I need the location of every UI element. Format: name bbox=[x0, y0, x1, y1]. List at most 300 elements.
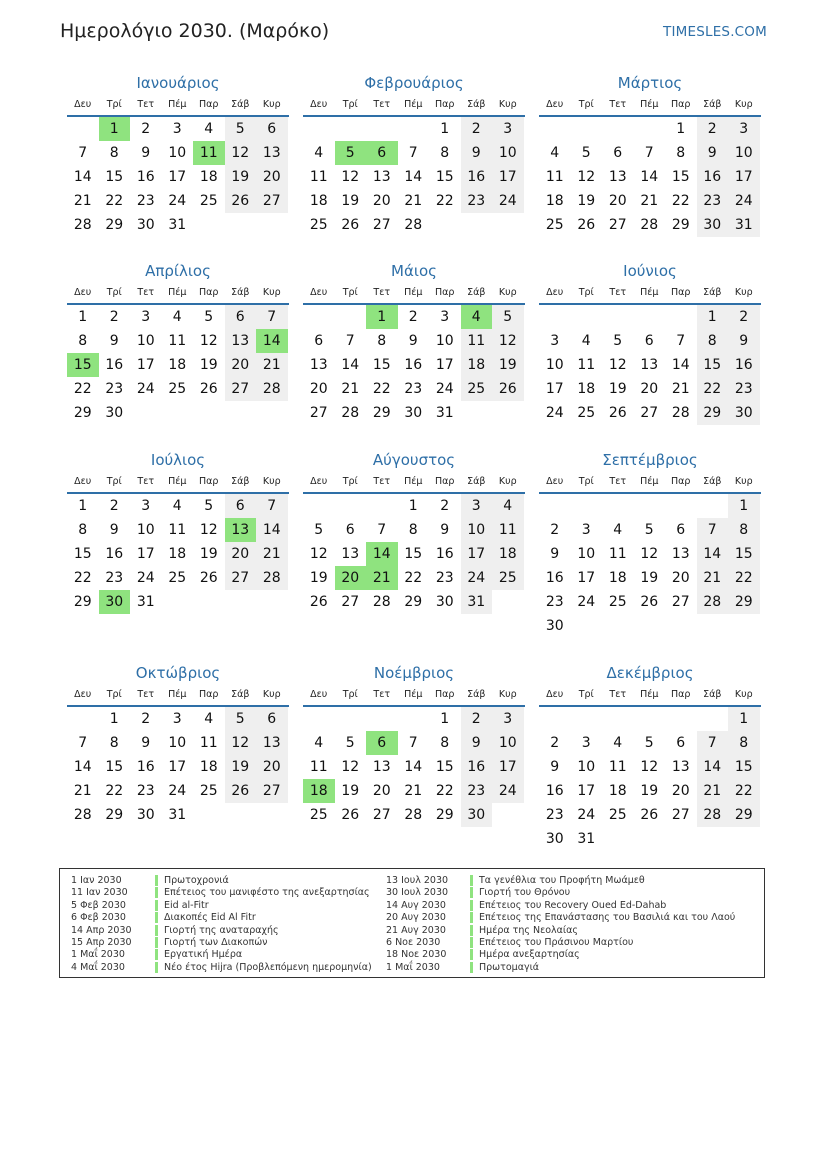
weekday-label: Δευ bbox=[546, 476, 564, 487]
calendar-day: 22 bbox=[435, 783, 454, 799]
holiday-date: 6 Φεβ 2030 bbox=[71, 912, 126, 924]
weekday-label: Τετ bbox=[609, 287, 627, 298]
calendar-day: 15 bbox=[372, 357, 391, 373]
empty-day bbox=[335, 305, 367, 329]
weekday-label: Πέμ bbox=[168, 287, 187, 298]
calendar-day: 5 bbox=[613, 333, 623, 349]
calendar-day: 26 bbox=[608, 405, 627, 421]
calendar-day: 26 bbox=[341, 217, 360, 233]
calendar-day: 18 bbox=[199, 759, 218, 775]
calendar-day: 12 bbox=[199, 522, 218, 538]
weekday-label: Τετ bbox=[609, 689, 627, 700]
calendar-day: 13 bbox=[341, 546, 360, 562]
calendar-day: 29 bbox=[372, 405, 391, 421]
calendar-day: 30 bbox=[136, 807, 155, 823]
calendar-day: 10 bbox=[492, 731, 524, 755]
month-name: Φεβρουάριος bbox=[364, 74, 464, 92]
month-block bbox=[539, 662, 761, 851]
calendar-day: 13 bbox=[671, 546, 690, 562]
calendar-day: 21 bbox=[256, 353, 288, 377]
calendar-day: 7 bbox=[256, 494, 288, 518]
weekday-label: Σάβ bbox=[231, 476, 250, 487]
calendar-day: 3 bbox=[141, 309, 151, 325]
calendar-day: 23 bbox=[697, 189, 729, 213]
calendar-day: 17 bbox=[136, 357, 155, 373]
holiday-date: 5 Φεβ 2030 bbox=[71, 899, 126, 911]
holiday-name: Γιορτή της αναταραχής bbox=[155, 925, 279, 936]
holiday-name: Επέτειος του Πράσινου Μαρτίου bbox=[470, 937, 633, 948]
calendar-day: 23 bbox=[435, 570, 454, 586]
calendar-day: 24 bbox=[492, 779, 524, 803]
calendar-day: 10 bbox=[461, 518, 493, 542]
calendar-day: 3 bbox=[581, 522, 591, 538]
calendar-day: 31 bbox=[461, 590, 493, 614]
month-name: Ιανουάριος bbox=[136, 74, 220, 92]
calendar-day: 5 bbox=[335, 141, 367, 165]
holiday-date: 21 Αυγ 2030 bbox=[386, 924, 446, 936]
calendar-day: 7 bbox=[78, 145, 88, 161]
calendar-day: 16 bbox=[545, 783, 564, 799]
calendar-day: 30 bbox=[404, 405, 423, 421]
empty-day bbox=[571, 707, 603, 731]
calendar-day: 8 bbox=[408, 522, 418, 538]
holiday-date: 18 Νοε 2030 bbox=[386, 949, 447, 961]
calendar-day: 14 bbox=[404, 169, 423, 185]
calendar-day: 22 bbox=[73, 570, 92, 586]
calendar-day: 20 bbox=[225, 353, 257, 377]
weekday-header bbox=[303, 473, 525, 494]
calendar-day: 25 bbox=[608, 594, 627, 610]
calendar-day: 18 bbox=[309, 193, 328, 209]
calendar-day: 24 bbox=[136, 570, 155, 586]
month-name: Απρίλιος bbox=[145, 262, 211, 280]
calendar-day: 20 bbox=[671, 783, 690, 799]
holiday-name: Γιορτή των Διακοπών bbox=[155, 937, 267, 948]
holiday-date: 15 Απρ 2030 bbox=[71, 936, 132, 948]
calendar-day: 20 bbox=[372, 783, 391, 799]
calendar-day: 27 bbox=[671, 594, 690, 610]
weekday-label: Δευ bbox=[74, 287, 92, 298]
weekday-label: Πέμ bbox=[404, 476, 423, 487]
calendar-day: 14 bbox=[404, 759, 423, 775]
calendar-day: 1 bbox=[440, 711, 450, 727]
calendar-day: 10 bbox=[435, 333, 454, 349]
month-block bbox=[303, 449, 525, 614]
day-grid bbox=[67, 707, 289, 827]
calendar-day: 24 bbox=[168, 783, 187, 799]
calendar-day: 17 bbox=[545, 381, 564, 397]
calendar-day: 9 bbox=[550, 759, 560, 775]
calendar-day: 26 bbox=[225, 779, 257, 803]
calendar-day: 2 bbox=[697, 117, 729, 141]
calendar-day: 9 bbox=[408, 333, 418, 349]
calendar-day: 12 bbox=[225, 731, 257, 755]
weekday-label: Κυρ bbox=[734, 689, 753, 700]
weekday-header bbox=[67, 473, 289, 494]
calendar-day: 9 bbox=[461, 141, 493, 165]
calendar-day: 21 bbox=[341, 381, 360, 397]
empty-day bbox=[539, 305, 571, 329]
calendar-day: 27 bbox=[671, 807, 690, 823]
calendar-day: 10 bbox=[492, 141, 524, 165]
calendar-day: 5 bbox=[345, 735, 355, 751]
calendar-day: 16 bbox=[105, 546, 124, 562]
empty-day bbox=[303, 494, 335, 518]
calendar-day: 21 bbox=[671, 381, 690, 397]
calendar-day: 24 bbox=[461, 566, 493, 590]
calendar-day: 18 bbox=[608, 783, 627, 799]
weekday-label: Τετ bbox=[373, 287, 391, 298]
weekday-label: Δευ bbox=[310, 99, 328, 110]
calendar-day: 22 bbox=[728, 566, 760, 590]
empty-day bbox=[335, 494, 367, 518]
calendar-day: 25 bbox=[492, 566, 524, 590]
calendar-day: 10 bbox=[545, 357, 564, 373]
holiday-name: Τα γενέθλια του Προφήτη Μωάμεθ bbox=[470, 875, 645, 886]
calendar-day: 24 bbox=[435, 381, 454, 397]
weekday-label: Πέμ bbox=[404, 689, 423, 700]
weekday-label: Δευ bbox=[546, 689, 564, 700]
calendar-day: 17 bbox=[168, 759, 187, 775]
calendar-day: 23 bbox=[545, 807, 564, 823]
calendar-day: 15 bbox=[671, 169, 690, 185]
holiday-name: Πρωτοχρονιά bbox=[155, 875, 229, 886]
weekday-label: Δευ bbox=[74, 476, 92, 487]
calendar-day: 19 bbox=[640, 783, 659, 799]
calendar-day: 8 bbox=[78, 333, 88, 349]
day-grid bbox=[539, 117, 761, 237]
calendar-day: 28 bbox=[372, 594, 391, 610]
calendar-day: 27 bbox=[225, 566, 257, 590]
calendar-day: 29 bbox=[105, 217, 124, 233]
calendar-day: 16 bbox=[136, 759, 155, 775]
empty-day bbox=[697, 707, 729, 731]
calendar-day: 3 bbox=[492, 117, 524, 141]
calendar-day: 23 bbox=[461, 189, 493, 213]
calendar-day: 12 bbox=[640, 546, 659, 562]
weekday-label: Πέμ bbox=[640, 689, 659, 700]
month-name: Οκτώβριος bbox=[135, 664, 221, 682]
calendar-day: 30 bbox=[99, 590, 131, 614]
calendar-day: 22 bbox=[435, 193, 454, 209]
calendar-day: 3 bbox=[550, 333, 560, 349]
calendar-day: 2 bbox=[550, 735, 560, 751]
month-block bbox=[67, 662, 289, 827]
calendar-day: 6 bbox=[676, 735, 686, 751]
calendar-day: 10 bbox=[168, 145, 187, 161]
weekday-label: Σάβ bbox=[467, 476, 486, 487]
calendar-day: 7 bbox=[697, 731, 729, 755]
calendar-day: 18 bbox=[303, 779, 335, 803]
weekday-label: Παρ bbox=[435, 476, 455, 487]
calendar-day: 23 bbox=[105, 570, 124, 586]
calendar-day: 22 bbox=[697, 377, 729, 401]
calendar-day: 24 bbox=[545, 405, 564, 421]
weekday-label: Δευ bbox=[546, 287, 564, 298]
calendar-day: 26 bbox=[199, 381, 218, 397]
empty-day bbox=[335, 117, 367, 141]
calendar-day: 7 bbox=[377, 522, 387, 538]
calendar-day: 20 bbox=[256, 165, 288, 189]
weekday-label: Δευ bbox=[310, 689, 328, 700]
empty-day bbox=[539, 707, 571, 731]
month-block bbox=[539, 260, 761, 425]
weekday-label: Δευ bbox=[74, 689, 92, 700]
calendar-day: 26 bbox=[577, 217, 596, 233]
calendar-day: 6 bbox=[314, 333, 324, 349]
month-name: Ιούνιος bbox=[623, 262, 677, 280]
calendar-day: 11 bbox=[577, 357, 596, 373]
calendar-day: 21 bbox=[256, 542, 288, 566]
calendar-day: 13 bbox=[309, 357, 328, 373]
day-grid bbox=[303, 305, 525, 425]
weekday-label: Τρί bbox=[578, 287, 594, 298]
calendar-day: 23 bbox=[728, 377, 760, 401]
weekday-label: Παρ bbox=[671, 99, 691, 110]
calendar-day: 3 bbox=[728, 117, 760, 141]
calendar-day: 25 bbox=[168, 381, 187, 397]
calendar-day: 22 bbox=[728, 779, 760, 803]
calendar-day: 25 bbox=[309, 807, 328, 823]
day-grid bbox=[303, 494, 525, 614]
calendar-day: 17 bbox=[577, 783, 596, 799]
calendar-day: 3 bbox=[440, 309, 450, 325]
weekday-label: Τρί bbox=[106, 99, 122, 110]
calendar-day: 2 bbox=[109, 309, 119, 325]
calendar-day: 25 bbox=[608, 807, 627, 823]
calendar-day: 31 bbox=[435, 405, 454, 421]
calendar-day: 6 bbox=[225, 305, 257, 329]
calendar-day: 22 bbox=[105, 783, 124, 799]
calendar-day: 1 bbox=[408, 498, 418, 514]
weekday-label: Σάβ bbox=[467, 99, 486, 110]
calendar-day: 8 bbox=[377, 333, 387, 349]
empty-day bbox=[539, 117, 571, 141]
calendar-day: 19 bbox=[341, 193, 360, 209]
weekday-label: Τετ bbox=[373, 689, 391, 700]
calendar-day: 11 bbox=[193, 141, 225, 165]
calendar-day: 4 bbox=[172, 309, 182, 325]
calendar-day: 6 bbox=[366, 141, 398, 165]
weekday-label: Παρ bbox=[199, 99, 219, 110]
calendar-day: 1 bbox=[728, 494, 760, 518]
weekday-label: Κυρ bbox=[734, 287, 753, 298]
calendar-day: 11 bbox=[461, 329, 493, 353]
calendar-day: 16 bbox=[697, 165, 729, 189]
calendar-day: 29 bbox=[435, 807, 454, 823]
calendar-day: 25 bbox=[199, 783, 218, 799]
calendar-day: 6 bbox=[345, 522, 355, 538]
calendar-day: 1 bbox=[440, 121, 450, 137]
calendar-day: 4 bbox=[172, 498, 182, 514]
weekday-label: Παρ bbox=[671, 689, 691, 700]
calendar-day: 14 bbox=[697, 755, 729, 779]
month-block bbox=[539, 449, 761, 638]
weekday-label: Κυρ bbox=[262, 287, 281, 298]
month-name: Σεπτέμβριος bbox=[602, 451, 698, 469]
calendar-day: 9 bbox=[461, 731, 493, 755]
calendar-day: 19 bbox=[309, 570, 328, 586]
calendar-day: 13 bbox=[256, 731, 288, 755]
calendar-day: 11 bbox=[309, 169, 328, 185]
calendar-day: 7 bbox=[78, 735, 88, 751]
site-link[interactable]: TIMESLES.COM bbox=[663, 24, 767, 40]
calendar-day: 7 bbox=[697, 518, 729, 542]
calendar-day: 9 bbox=[109, 522, 119, 538]
calendar-day: 28 bbox=[640, 217, 659, 233]
holiday-name: Νέο έτος Hijra (Προβλεπόμενη ημερομηνία) bbox=[155, 962, 372, 973]
calendar-day: 14 bbox=[366, 542, 398, 566]
calendar-day: 3 bbox=[172, 711, 182, 727]
calendar-day: 27 bbox=[341, 594, 360, 610]
calendar-day: 20 bbox=[309, 381, 328, 397]
calendar-day: 28 bbox=[404, 217, 423, 233]
weekday-label: Κυρ bbox=[734, 476, 753, 487]
weekday-label: Παρ bbox=[435, 99, 455, 110]
weekday-header bbox=[303, 284, 525, 305]
calendar-day: 30 bbox=[461, 803, 493, 827]
calendar-day: 7 bbox=[256, 305, 288, 329]
calendar-day: 4 bbox=[613, 735, 623, 751]
calendar-day: 26 bbox=[199, 570, 218, 586]
empty-day bbox=[602, 305, 634, 329]
month-name: Μάρτιος bbox=[617, 74, 683, 92]
holiday-date: 1 Ιαν 2030 bbox=[71, 875, 122, 886]
calendar-day: 6 bbox=[676, 522, 686, 538]
empty-day bbox=[67, 117, 99, 141]
calendar-day: 5 bbox=[225, 707, 257, 731]
calendar-day: 19 bbox=[225, 755, 257, 779]
weekday-label: Πέμ bbox=[404, 287, 423, 298]
calendar-day: 15 bbox=[435, 169, 454, 185]
calendar-day: 29 bbox=[671, 217, 690, 233]
calendar-day: 24 bbox=[136, 381, 155, 397]
weekday-label: Παρ bbox=[199, 287, 219, 298]
calendar-day: 26 bbox=[492, 377, 524, 401]
weekday-header bbox=[539, 284, 761, 305]
weekday-label: Παρ bbox=[435, 287, 455, 298]
empty-day bbox=[665, 305, 697, 329]
calendar-day: 31 bbox=[728, 213, 760, 237]
month-block bbox=[539, 72, 761, 237]
weekday-label: Σάβ bbox=[703, 689, 722, 700]
weekday-label: Τετ bbox=[137, 287, 155, 298]
calendar-day: 29 bbox=[697, 401, 729, 425]
holiday-name: Επέτειος του Recovery Oued Ed-Dahab bbox=[470, 900, 666, 911]
empty-day bbox=[398, 707, 430, 731]
calendar-day: 9 bbox=[141, 145, 151, 161]
weekday-label: Τρί bbox=[578, 689, 594, 700]
calendar-day: 16 bbox=[545, 570, 564, 586]
weekday-label: Τετ bbox=[137, 689, 155, 700]
calendar-day: 21 bbox=[73, 783, 92, 799]
calendar-day: 5 bbox=[581, 145, 591, 161]
calendar-day: 13 bbox=[608, 169, 627, 185]
calendar-day: 24 bbox=[728, 189, 760, 213]
calendar-day: 22 bbox=[73, 381, 92, 397]
calendar-day: 17 bbox=[168, 169, 187, 185]
calendar-day: 9 bbox=[141, 735, 151, 751]
empty-day bbox=[303, 305, 335, 329]
calendar-day: 28 bbox=[697, 803, 729, 827]
calendar-day: 24 bbox=[577, 807, 596, 823]
holiday-name: Εργατική Ημέρα bbox=[155, 949, 242, 960]
calendar-day: 17 bbox=[136, 546, 155, 562]
calendar-day: 10 bbox=[728, 141, 760, 165]
weekday-label: Δευ bbox=[310, 287, 328, 298]
weekday-header bbox=[539, 686, 761, 707]
weekday-label: Κυρ bbox=[262, 689, 281, 700]
calendar-day: 14 bbox=[697, 542, 729, 566]
calendar-day: 11 bbox=[608, 546, 627, 562]
calendar-day: 25 bbox=[461, 377, 493, 401]
empty-day bbox=[571, 305, 603, 329]
calendar-day: 30 bbox=[697, 213, 729, 237]
weekday-label: Τετ bbox=[609, 99, 627, 110]
holiday-date: 13 Ιουλ 2030 bbox=[386, 875, 449, 886]
calendar-day: 10 bbox=[577, 546, 596, 562]
calendar-day: 17 bbox=[461, 542, 493, 566]
calendar-day: 2 bbox=[461, 117, 493, 141]
calendar-day: 27 bbox=[309, 405, 328, 421]
calendar-day: 4 bbox=[613, 522, 623, 538]
month-block bbox=[67, 449, 289, 614]
calendar-day: 12 bbox=[577, 169, 596, 185]
calendar-day: 6 bbox=[256, 707, 288, 731]
weekday-label: Κυρ bbox=[498, 287, 517, 298]
calendar-day: 3 bbox=[172, 121, 182, 137]
calendar-day: 16 bbox=[728, 353, 760, 377]
empty-day bbox=[634, 707, 666, 731]
calendar-day: 6 bbox=[225, 494, 257, 518]
empty-day bbox=[665, 707, 697, 731]
calendar-day: 14 bbox=[640, 169, 659, 185]
weekday-label: Τρί bbox=[106, 476, 122, 487]
calendar-day: 30 bbox=[545, 831, 564, 847]
calendar-day: 25 bbox=[577, 405, 596, 421]
weekday-label: Τρί bbox=[342, 287, 358, 298]
month-block bbox=[67, 72, 289, 237]
calendar-day: 19 bbox=[199, 357, 218, 373]
calendar-day: 11 bbox=[492, 518, 524, 542]
weekday-label: Κυρ bbox=[734, 99, 753, 110]
empty-day bbox=[634, 117, 666, 141]
calendar-day: 25 bbox=[199, 193, 218, 209]
calendar-day: 14 bbox=[73, 759, 92, 775]
calendar-day: 29 bbox=[73, 405, 92, 421]
calendar-day: 3 bbox=[581, 735, 591, 751]
calendar-day: 19 bbox=[640, 570, 659, 586]
calendar-day: 12 bbox=[608, 357, 627, 373]
calendar-day: 11 bbox=[168, 333, 187, 349]
calendar-day: 28 bbox=[256, 566, 288, 590]
calendar-day: 27 bbox=[372, 217, 391, 233]
calendar-day: 21 bbox=[404, 783, 423, 799]
weekday-label: Πέμ bbox=[168, 689, 187, 700]
empty-day bbox=[366, 117, 398, 141]
calendar-day: 31 bbox=[136, 594, 155, 610]
calendar-day: 13 bbox=[671, 759, 690, 775]
calendar-day: 12 bbox=[341, 759, 360, 775]
weekday-header bbox=[303, 96, 525, 117]
weekday-label: Τρί bbox=[578, 99, 594, 110]
calendar-day: 13 bbox=[256, 141, 288, 165]
weekday-label: Σάβ bbox=[231, 287, 250, 298]
calendar-day: 16 bbox=[404, 357, 423, 373]
calendar-day: 25 bbox=[309, 217, 328, 233]
weekday-header bbox=[539, 96, 761, 117]
page-title: Ημερολόγιο 2030. (Μαρόκο) bbox=[60, 20, 330, 42]
